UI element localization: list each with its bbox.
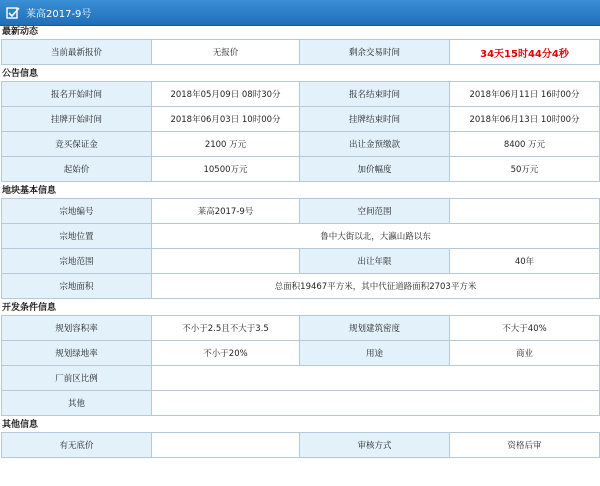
table-row <box>2 224 600 249</box>
parcel-area-value: 总面积19467平方米，其中代征道路面积2703平方米 <box>152 274 600 299</box>
table-row <box>2 366 600 391</box>
table-row <box>2 157 600 182</box>
current-price-value: 无报价 <box>152 40 300 65</box>
table-row <box>2 316 600 341</box>
building-density-label: 规划建筑密度 <box>300 316 450 341</box>
remaining-time-label: 剩余交易时间 <box>300 40 450 65</box>
parcel-table <box>1 198 600 299</box>
deposit-value: 2100 万元 <box>152 132 300 157</box>
green-ratio-value: 不小于20% <box>152 341 300 366</box>
parcel-number-value: 莱高2017-9号 <box>152 199 300 224</box>
section-title-notice: 公告信息 <box>2 69 39 79</box>
listing-start-value: 2018年06月03日 10时00分 <box>152 107 300 132</box>
land-use-label: 用途 <box>300 341 450 366</box>
factory-area-ratio-value <box>152 366 600 391</box>
table-row <box>2 132 600 157</box>
table-row <box>2 391 600 416</box>
other-label: 其他 <box>2 391 152 416</box>
building-density-value: 不大于40% <box>450 316 600 341</box>
section-title-parcel: 地块基本信息 <box>2 186 57 196</box>
table-row <box>2 274 600 299</box>
parcel-range-label: 宗地范围 <box>2 249 152 274</box>
space-range-label: 空间范围 <box>300 199 450 224</box>
other-table <box>1 432 600 458</box>
other-value <box>152 391 600 416</box>
section-title-development: 开发条件信息 <box>2 303 57 313</box>
parcel-location-value: 鲁中大街以北，大瀛山路以东 <box>152 224 600 249</box>
green-ratio-label: 规划绿地率 <box>2 341 152 366</box>
title-bar <box>0 0 600 26</box>
edit-checkbox-icon <box>6 6 20 20</box>
land-use-value: 商业 <box>450 341 600 366</box>
lease-term-label: 出让年限 <box>300 249 450 274</box>
deposit-label: 竞买保证金 <box>2 132 152 157</box>
parcel-location-label: 宗地位置 <box>2 224 152 249</box>
listing-start-label: 挂牌开始时间 <box>2 107 152 132</box>
latest-table <box>1 39 600 65</box>
section-title-other: 其他信息 <box>2 420 39 430</box>
listing-end-label: 挂牌结束时间 <box>300 107 450 132</box>
reserve-price-value <box>152 433 300 458</box>
signup-start-label: 报名开始时间 <box>2 82 152 107</box>
review-method-value: 资格后审 <box>450 433 600 458</box>
factory-area-ratio-label: 厂前区比例 <box>2 366 152 391</box>
start-price-value: 10500万元 <box>152 157 300 182</box>
development-table <box>1 315 600 416</box>
table-row <box>2 341 600 366</box>
table-row <box>2 82 600 107</box>
start-price-label: 起始价 <box>2 157 152 182</box>
page-title: 莱高2017-9号 <box>26 9 92 20</box>
signup-end-label: 报名结束时间 <box>300 82 450 107</box>
table-row <box>2 199 600 224</box>
signup-end-value: 2018年06月11日 16时00分 <box>450 82 600 107</box>
increment-label: 加价幅度 <box>300 157 450 182</box>
listing-end-value: 2018年06月13日 10时00分 <box>450 107 600 132</box>
prepayment-value: 8400 万元 <box>450 132 600 157</box>
reserve-price-label: 有无底价 <box>2 433 152 458</box>
parcel-area-label: 宗地面积 <box>2 274 152 299</box>
parcel-number-label: 宗地编号 <box>2 199 152 224</box>
table-row <box>2 40 600 65</box>
table-row <box>2 107 600 132</box>
section-title-latest: 最新动态 <box>2 27 39 37</box>
far-value: 不小于2.5且不大于3.5 <box>152 316 300 341</box>
prepayment-label: 出让金预缴款 <box>300 132 450 157</box>
table-row <box>2 249 600 274</box>
review-method-label: 审核方式 <box>300 433 450 458</box>
increment-value: 50万元 <box>450 157 600 182</box>
current-price-label: 当前最新报价 <box>2 40 152 65</box>
lease-term-value: 40年 <box>450 249 600 274</box>
far-label: 规划容积率 <box>2 316 152 341</box>
notice-table <box>1 81 600 182</box>
space-range-value <box>450 199 600 224</box>
signup-start-value: 2018年05月09日 08时30分 <box>152 82 300 107</box>
parcel-range-value <box>152 249 300 274</box>
table-row <box>2 433 600 458</box>
remaining-time-value: 34天15时44分4秒 <box>450 40 600 65</box>
